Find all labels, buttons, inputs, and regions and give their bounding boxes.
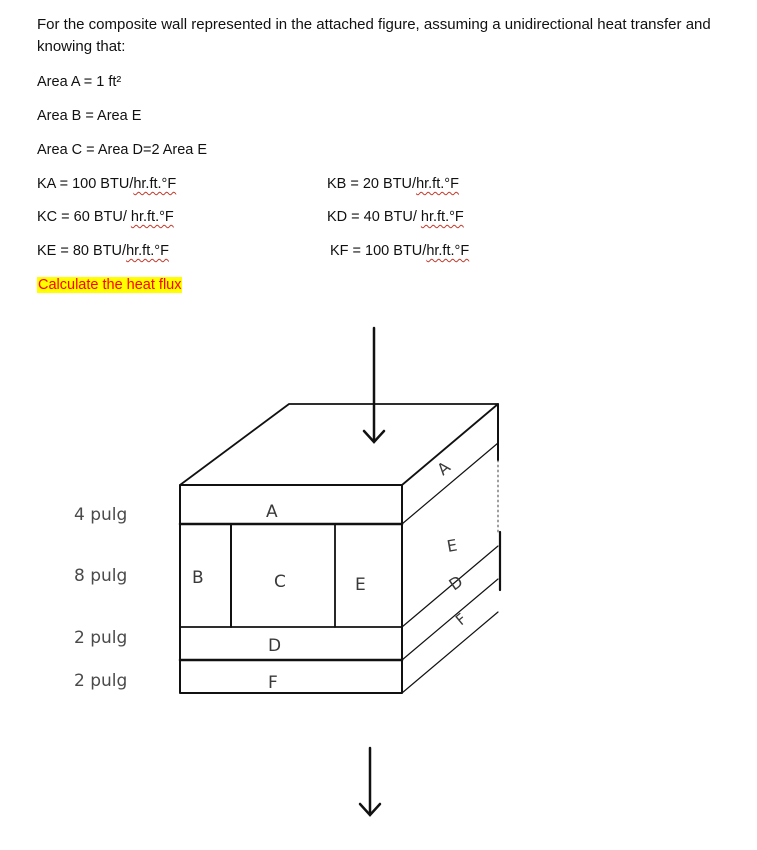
dim-label-2: 8 pulg [74, 566, 128, 586]
ke-value [37, 242, 169, 260]
ka-value [37, 175, 176, 193]
question-text [37, 276, 182, 294]
ke-prefix: KE = 80 BTU/ [37, 243, 127, 259]
layer-c-label: C [274, 572, 286, 592]
side-a-label: A [433, 457, 454, 480]
side-d-label: D [445, 571, 467, 595]
kd-prefix: KD = 40 BTU/ [327, 209, 421, 225]
layer-a-label: A [266, 502, 278, 522]
layer-e-label: E [355, 575, 366, 595]
kd-value [327, 208, 464, 226]
dim-label-3: 2 pulg [74, 628, 128, 648]
kb-value [327, 175, 459, 193]
kb-unit: hr.ft.°F [416, 176, 459, 192]
heat-flow-arrow-bottom [360, 748, 380, 815]
layer-f-label: F [268, 673, 278, 693]
kc-prefix: KC = 60 BTU/ [37, 209, 131, 225]
ke-unit: hr.ft.°F [126, 243, 169, 259]
kf-value [330, 242, 469, 260]
layer-d-label: D [268, 636, 282, 656]
ka-prefix: KA = 100 BTU/ [37, 176, 134, 192]
problem-intro: For the composite wall represented in the attached figure, assuming a unidirectional heat transfer and knowing that: [37, 16, 711, 55]
layer-b-label: B [192, 568, 204, 588]
side-e-label: E [445, 535, 459, 556]
kc-value [37, 208, 174, 226]
composite-wall-figure [0, 300, 757, 850]
kf-unit: hr.ft.°F [426, 243, 470, 259]
area-a-text: Area A = 1 ft² [37, 74, 122, 90]
dim-label-1: 4 pulg [74, 505, 128, 525]
area-c-text: Area C = Area D=2 Area E [37, 142, 208, 158]
question-highlight: Calculate the heat flux [38, 277, 182, 293]
side-f-label: F [452, 609, 471, 630]
kf-prefix: KF = 100 BTU/ [330, 243, 427, 259]
kd-unit: hr.ft.°F [420, 209, 464, 225]
ka-unit: hr.ft.°F [133, 176, 177, 192]
kb-prefix: KB = 20 BTU/ [327, 176, 417, 192]
heat-flow-arrow-top [364, 328, 384, 442]
area-b-text: Area B = Area E [37, 108, 142, 124]
dim-label-4: 2 pulg [74, 671, 128, 691]
kc-unit: hr.ft.°F [130, 209, 174, 225]
